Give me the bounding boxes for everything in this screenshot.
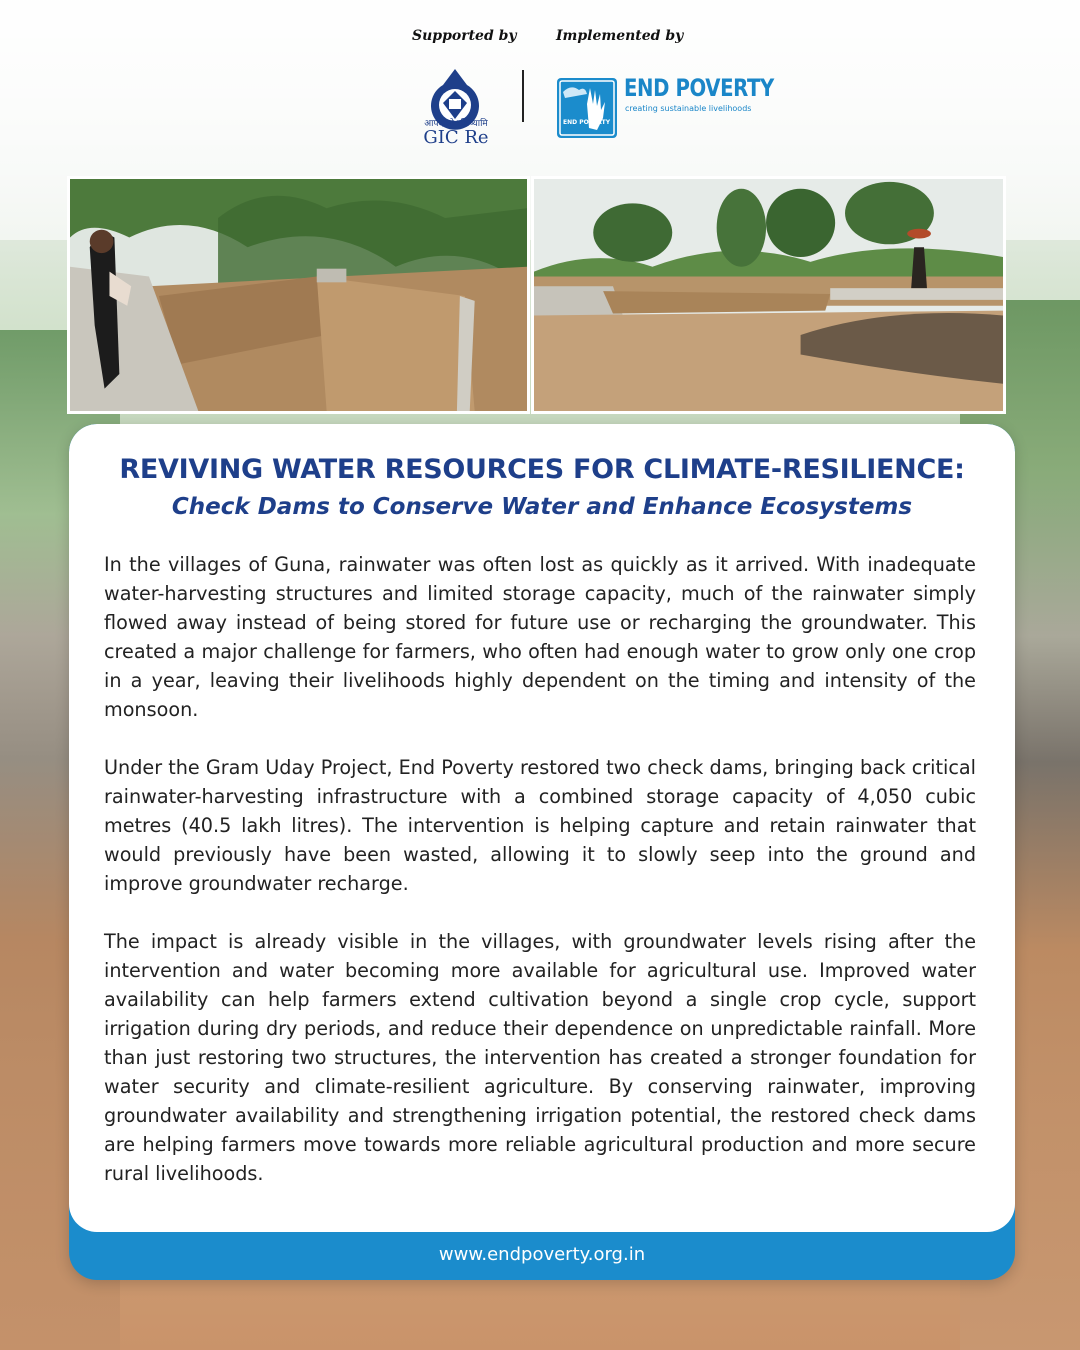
end-poverty-badge-text: END POVERTY (563, 119, 611, 126)
article-title: REVIVING WATER RESOURCES FOR CLIMATE-RESILIENCE: (119, 454, 965, 485)
partner-header (0, 24, 1080, 154)
paragraph-2: Under the Gram Uday Project, End Poverty restored two check dams, bringing back critical rainwater-harvesting infrastructure with a combined storage capacity of 4,050 cubic metres (40.5 lakh litres). The intervention is helping capture and retain rainwater that would previously have been wasted, allowing it to slowly seep into the ground and improve groundwater recharge. (104, 756, 976, 895)
gic-motto: आपदासो रक्षिष्यामि (424, 119, 488, 129)
gic-name: GIC Re (423, 127, 489, 148)
implemented-by-label: Implemented by (556, 28, 684, 44)
paragraph-3: The impact is already visible in the villages, with groundwater levels rising after the intervention and water becoming more available for agricultural use. Improved water availability can help farmers extend cultivation beyond a single crop cycle, support irrigation during dry periods, and reduce their dependence on unpredictable rainfall. More than just restoring two structures, the intervention has created a stronger foundation for water security and climate-resilient agriculture. By conserving rainwater, improving groundwater availability and strengthening irrigation potential, the restored check dams are helping farmers move towards more reliable agricultural production and more secure rural livelihoods. (104, 930, 976, 1185)
end-poverty-tagline: creating sustainable livelihoods (625, 104, 752, 113)
article-subtitle: Check Dams to Conserve Water and Enhance Ecosystems (171, 494, 913, 520)
article-content (69, 424, 1015, 1232)
article-card (69, 424, 1015, 1280)
end-poverty-logo (557, 66, 617, 152)
paragraph-1: In the villages of Guna, rainwater was often lost as quickly as it arrived. With inadequate water-harvesting structures and limited storage capacity, much of the rainwater simply flowed away instead of being stored for future use or recharging the groundwater. This created a major challenge for farmers, who often had enough water to grow only one crop in a year, leaving their livelihoods highly dependent on the timing and intensity of the monsoon. (104, 553, 976, 721)
article-body (104, 550, 976, 1217)
website-link[interactable]: www.endpoverty.org.in (438, 1244, 646, 1265)
check-dam-photo-2 (531, 176, 1006, 414)
check-dam-photo-1 (67, 176, 530, 414)
logo-divider (522, 70, 524, 122)
end-poverty-name: END POVERTY (624, 74, 774, 102)
supported-by-label: Supported by (412, 28, 517, 44)
